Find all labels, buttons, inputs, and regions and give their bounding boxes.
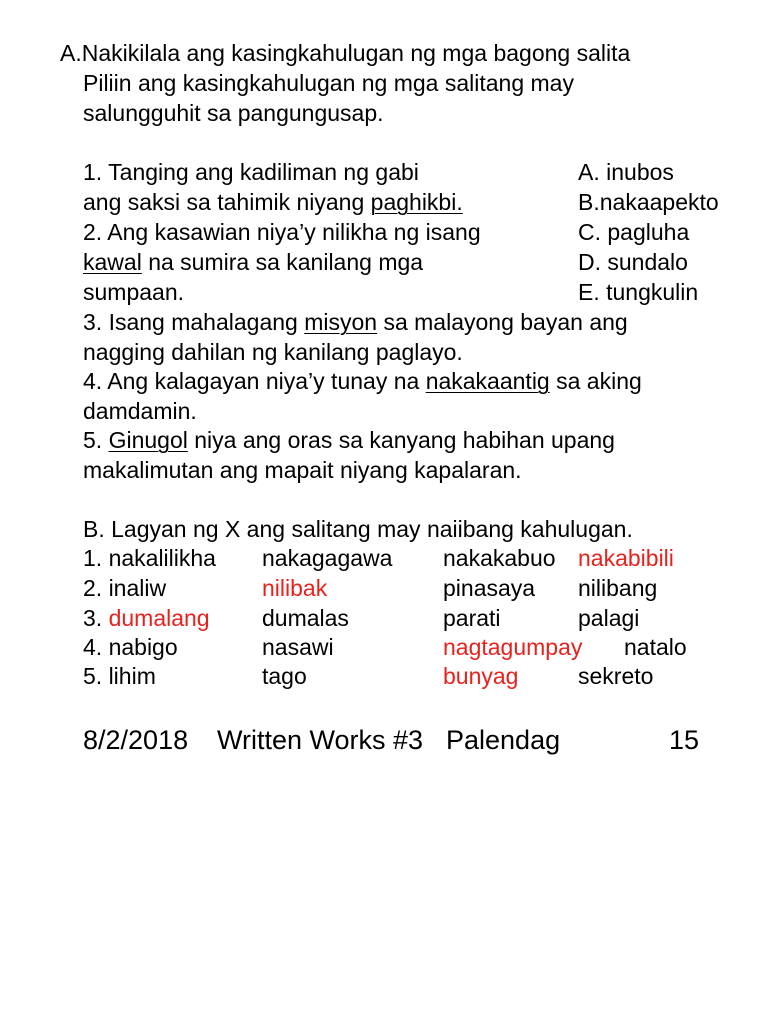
b-row1-word3: nakakabuo (443, 545, 556, 571)
b-row3-word3: parati (443, 605, 501, 631)
question-4-line2: damdamin. (83, 398, 197, 424)
footer-title: Written Works #3 (217, 725, 424, 755)
underlined-word-nakakaantig: nakakaantig (425, 368, 550, 394)
section-b-heading: B. Lagyan ng X ang salitang may naiibang kahulugan. (83, 516, 633, 542)
question-5-line1 (83, 425, 615, 455)
b-row1-word2: nakagagawa (262, 545, 393, 571)
question-1-line1: 1. Tanging ang kadiliman ng gabi (83, 159, 419, 185)
choice-c: C. pagluha (578, 219, 690, 245)
question-2-line1: 2. Ang kasawian niya’y nilikha ng isang (83, 219, 481, 245)
b-row4-word4: natalo (624, 634, 687, 660)
underlined-word-paghikbi: paghikbi. (370, 189, 463, 215)
question-5-prefix: 5. (83, 427, 109, 453)
footer-date: 8/2/2018 (83, 725, 189, 755)
underlined-word-ginugol: Ginugol (108, 427, 188, 453)
question-2-text: na sumira sa kanilang mga (141, 249, 424, 275)
question-1-line2 (83, 187, 463, 217)
b-row3-word1 (83, 603, 210, 633)
b-row4-word3-marked: nagtagumpay (443, 634, 583, 660)
choice-b: B.nakaapekto (578, 189, 719, 215)
section-a-instruction-line1: Piliin ang kasingkahulugan ng mga salitang may (83, 70, 574, 96)
question-3-line1 (83, 307, 628, 337)
b-row1-word4-marked: nakabibili (578, 545, 674, 571)
question-1-text: ang saksi sa tahimik niyang (83, 189, 371, 215)
underlined-word-misyon: misyon (304, 309, 378, 335)
b-row5-word4: sekreto (578, 663, 654, 689)
b-row1-word1: 1. nakalilikha (83, 545, 216, 571)
b-row5-word1: 5. lihim (83, 663, 156, 689)
b-row5-word2: tago (262, 663, 307, 689)
question-4-prefix: 4. Ang kalagayan niya’y tunay na (83, 368, 426, 394)
footer-score: 15 (669, 725, 700, 755)
question-5-line2: makalimutan ang mapait niyang kapalaran. (83, 457, 522, 483)
question-5-suffix: niya ang oras sa kanyang habihan upang (187, 427, 615, 453)
b-row3-number: 3. (83, 605, 109, 631)
choice-e: E. tungkulin (578, 279, 699, 305)
footer-name: Palendag (446, 725, 561, 755)
choice-a: A. inubos (578, 159, 674, 185)
b-row2-word1: 2. inaliw (83, 575, 167, 601)
question-2-line2 (83, 247, 423, 277)
b-row4-word1: 4. nabigo (83, 634, 178, 660)
question-3-suffix: sa malayong bayan ang (377, 309, 628, 335)
question-4-line1 (83, 366, 642, 396)
section-a-instruction-line2: salungguhit sa pangungusap. (83, 100, 384, 126)
section-a-heading: A.Nakikilala ang kasingkahulugan ng mga bagong salita (60, 40, 631, 66)
question-2-line3: sumpaan. (83, 279, 185, 305)
b-row3-word4: palagi (578, 605, 640, 631)
b-row2-word3: pinasaya (443, 575, 536, 601)
b-row5-word3-marked: bunyag (443, 663, 519, 689)
b-row3-word1-marked: dumalang (108, 605, 210, 631)
b-row2-word2-marked: nilibak (262, 575, 328, 601)
underlined-word-kawal: kawal (83, 249, 142, 275)
question-3-line2: nagging dahilan ng kanilang paglayo. (83, 339, 463, 365)
b-row3-word2: dumalas (262, 605, 349, 631)
b-row4-word2: nasawi (262, 634, 334, 660)
question-4-suffix: sa aking (549, 368, 642, 394)
b-row2-word4: nilibang (578, 575, 658, 601)
choice-d: D. sundalo (578, 249, 688, 275)
question-3-prefix: 3. Isang mahalagang (83, 309, 305, 335)
